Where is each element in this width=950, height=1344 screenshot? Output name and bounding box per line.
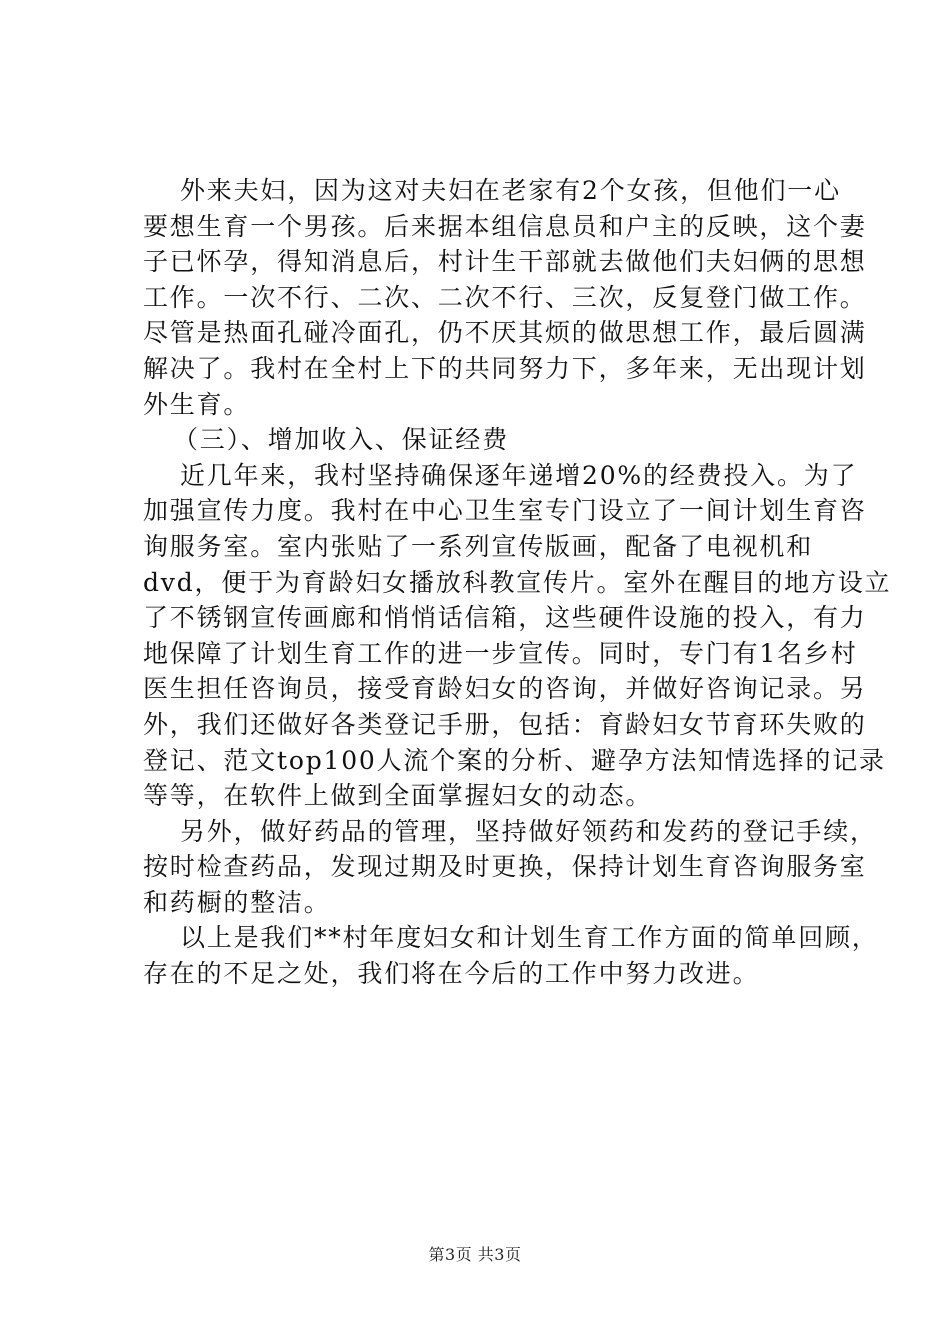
- paragraph-line: dvd，便于为育龄妇女播放科教宣传片。室外在醒目的地方设立: [143, 567, 892, 597]
- paragraph-line: 登记、范文top100人流个案的分析、避孕方法知情选择的记录: [143, 745, 886, 775]
- paragraph-line: 地保障了计划生育工作的进一步宣传。同时，专门有1名乡村: [143, 638, 858, 668]
- paragraph-line: 外生育。: [143, 389, 251, 419]
- paragraph-line: 存在的不足之处，我们将在今后的工作中努力改进。: [143, 959, 760, 989]
- paragraph-line: 外，我们还做好各类登记手册，包括：育龄妇女节育环失败的: [143, 709, 867, 739]
- page-footer: 第3页 共3页: [428, 1245, 522, 1264]
- paragraph-line: 等等，在软件上做到全面掌握妇女的动态。: [143, 781, 653, 811]
- paragraph-line: 加强宣传力度。我村在中心卫生室专门设立了一间计划生育咨: [143, 496, 867, 526]
- paragraph-line: 外来夫妇，因为这对夫妇在老家有2个女孩，但他们一心: [180, 176, 841, 205]
- paragraph-line: 另外，做好药品的管理，坚持做好领药和发药的登记手续，: [180, 816, 877, 846]
- paragraph-line: 和药橱的整洁。: [143, 887, 331, 917]
- paragraph-line: 解决了。我村在全村上下的共同努力下，多年来，无出现计划: [143, 353, 867, 383]
- paragraph-line: 尽管是热面孔碰冷面孔，仍不厌其烦的做思想工作，最后圆满: [143, 318, 867, 348]
- section-heading: （三）、增加收入、保证经费: [173, 425, 509, 455]
- paragraph-line: 询服务室。室内张贴了一系列宣传版画，配备了电视机和: [143, 531, 814, 561]
- paragraph-line: 要想生育一个男孩。后来据本组信息员和户主的反映，这个妻: [143, 211, 867, 241]
- paragraph-line: 近几年来，我村坚持确保逐年递增20%的经费投入。为了: [180, 460, 858, 490]
- paragraph-line: 子已怀孕，得知消息后，村计生干部就去做他们夫妇俩的思想: [143, 247, 867, 277]
- paragraph-line: 以上是我们**村年度妇女和计划生育工作方面的简单回顾，: [180, 923, 879, 953]
- paragraph-line: 了不锈钢宣传画廊和悄悄话信箱，这些硬件设施的投入，有力: [143, 603, 867, 633]
- document-body: [143, 173, 892, 992]
- paragraph-line: 医生担任咨询员，接受育龄妇女的咨询，并做好咨询记录。另: [143, 674, 867, 704]
- paragraph-line: 按时检查药品，发现过期及时更换，保持计划生育咨询服务室: [143, 852, 867, 882]
- paragraph-line: 工作。一次不行、二次、二次不行、三次，反复登门做工作。: [143, 282, 867, 312]
